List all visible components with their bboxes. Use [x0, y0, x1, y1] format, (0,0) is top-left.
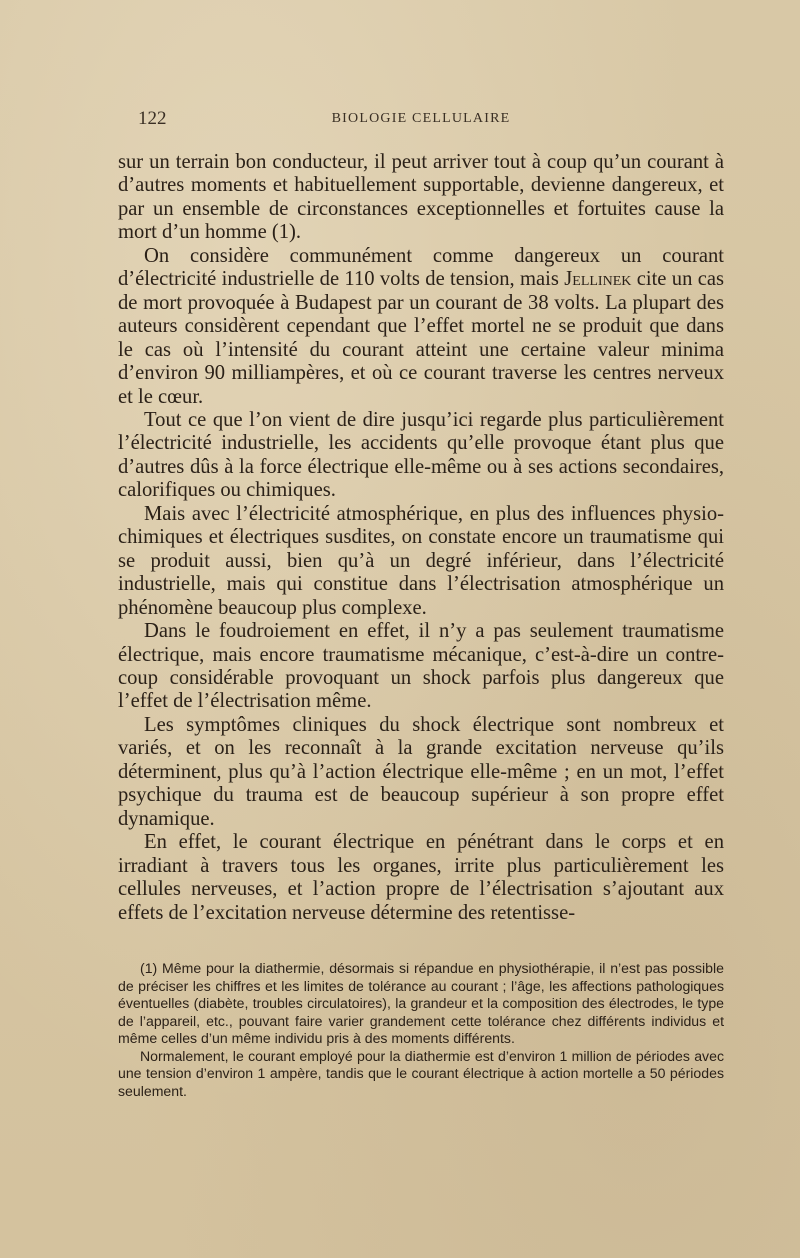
footnotes — [118, 960, 724, 1100]
paragraph-2-part-1: On considère communément comme dangereux un courant d’électricité industrielle de 110 volts de tension, mais — [118, 244, 724, 291]
main-text — [118, 151, 724, 925]
paragraph-2 — [118, 245, 724, 409]
paragraph-3: Tout ce que l’on vient de dire jusqu’ici regarde plus particulièrement l’électricité industrielle, les accidents qu’elle provoque étant plus que d’autres dûs à la force électrique elle-même ou à ses actions secondaires, calorifiques ou chimiques. — [118, 408, 724, 502]
paragraph-4: Mais avec l’électricité atmosphérique, en plus des influences physio-chimiques et électriques susdites, on constate encore un traumatisme qui se produit aussi, bien qu’à un degré inférieur, dans l’électricité industrielle, mais qui constitue dans l’électrisation atmosphérique un phénomène beaucoup plus complexe. — [118, 502, 724, 619]
page-header — [118, 108, 724, 134]
paragraph-2-part-2: cite un cas de mort provoquée à Budapest par un courant de 38 volts. La plupart des auteurs considèrent cependant que l’effet mortel ne se produit que dans le cas où l’intensité du courant atteint une certaine valeur minima d’environ 90 milliampères, et où ce courant traverse les centres nerveux et le cœur. — [118, 268, 725, 408]
running-title: BIOLOGIE CELLULAIRE — [331, 111, 511, 126]
paragraph-6: Les symptômes cliniques du shock électrique sont nombreux et variés, et on les reconnaît à la grande excitation nerveuse qu’ils déterminent, plus qu’à l’action électrique elle-même ; en un mot, l’effet psychique du trauma est de beaucoup supérieur à son propre effet dynamique. — [118, 713, 724, 830]
page-number: 122 — [138, 108, 167, 129]
paragraph-7: En effet, le courant électrique en pénétrant dans le corps et en irradiant à travers tous les organes, irrite plus particulièrement les cellules nerveuses, et l’action propre de l’électrisation s’ajoutant aux effets de l’excitation nerveuse détermine des retentisse- — [118, 831, 724, 924]
paragraph-1: sur un terrain bon conducteur, il peut arriver tout à coup qu’un courant à d’autres moments et habituellement supportable, devienne dangereux, et par un ensemble de circonstances exceptionnelles et fortuites cause la mort d’un homme (1). — [118, 151, 724, 244]
footnote-1-continuation: Normalement, le courant employé pour la diathermie est d’environ 1 million de périodes avec une tension d’environ 1 ampère, tandis que le courant électrique à action mortelle a 50 périodes seulement. — [118, 1047, 724, 1099]
author-name-jellinek: Jellinek — [564, 268, 632, 291]
footnote-1: (1) Même pour la diathermie, désormais si répandue en physiothérapie, il n’est pas possible de préciser les chiffres et les limites de tolérance au courant ; l’âge, les affections pathologiques éventuelles (diabète, troubles circulatoires), la grandeur et la composition des électrodes, le type de l’appareil, etc., pouvant faire varier grandement cette tolérance chez différents individus et même celles d’un même individu pris à des moments différents. — [118, 960, 724, 1046]
paragraph-5: Dans le foudroiement en effet, il n’y a pas seulement traumatisme électrique, mais encore traumatisme mécanique, c’est-à-dire un contre-coup considérable provoquant un shock parfois plus dangereux que l’effet de l’électrisation même. — [118, 620, 724, 713]
